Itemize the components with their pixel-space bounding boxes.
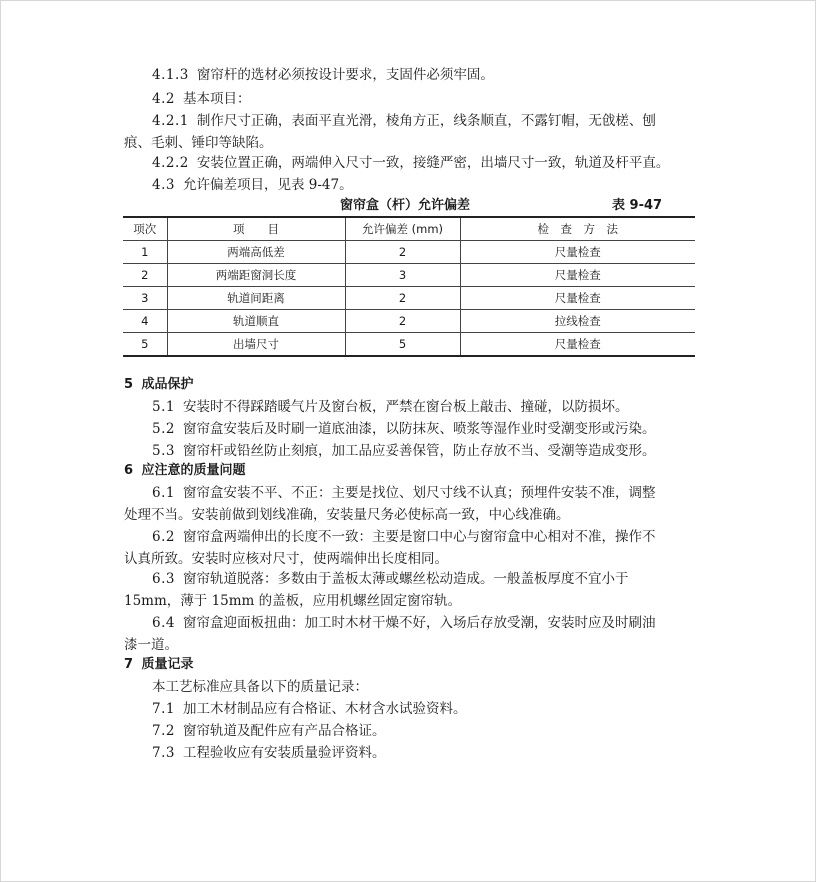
clause-number: 6.1 [152, 485, 175, 501]
clause-number: 4.1.3 [152, 67, 189, 83]
col-header-item: 项 目 [167, 217, 345, 241]
col-header-tolerance: 允许偏差 (mm) [345, 217, 460, 241]
clause-text: 处理不当。安装前做到划线准确，安装量尺务必使标高一致，中心线准确。 [124, 507, 570, 523]
cell-method: 尺量检查 [460, 333, 695, 357]
clause-text: 基本项目： [182, 91, 251, 107]
section-heading-6 [124, 460, 694, 482]
cell-item: 两端高低差 [167, 241, 345, 264]
clause-number: 6.3 [152, 571, 175, 587]
cell-tolerance: 2 [345, 310, 460, 333]
col-header-method: 检 查 方 法 [460, 217, 695, 241]
clause-number: 7.1 [152, 701, 175, 717]
clause-4-2-2 [152, 152, 722, 174]
clause-7-intro [152, 676, 722, 698]
clause-number: 6.4 [152, 615, 175, 631]
section-number: 6 [124, 463, 134, 478]
clause-5-3 [152, 440, 722, 462]
section-number: 7 [124, 657, 134, 672]
clause-text: 安装时不得踩踏暖气片及窗台板，严禁在窗台板上敲击、撞碰，以防损坏。 [182, 399, 629, 415]
cell-method: 拉线检查 [460, 310, 695, 333]
clause-text: 痕、毛刺、锤印等缺陷。 [124, 135, 273, 151]
clause-text: 加工木材制品应有合格证、木材含水试验资料。 [182, 701, 467, 717]
cell-item: 出墙尺寸 [167, 333, 345, 357]
clause-text: 窗帘杆的选材必须按设计要求，支固件必须牢固。 [196, 67, 494, 83]
table-title: 窗帘盒（杆）允许偏差 [340, 198, 471, 213]
clause-5-1 [152, 396, 722, 418]
clause-text: 认真所致。安装时应核对尺寸，使两端伸出长度相同。 [124, 551, 448, 567]
clause-6-1 [152, 482, 722, 504]
clause-6-4 [152, 612, 722, 634]
table-row [123, 310, 695, 333]
clause-6-3 [152, 568, 722, 590]
cell-tolerance: 5 [345, 333, 460, 357]
clause-text: 窗帘杆或铅丝防止刻痕，加工品应妥善保管，防止存放不当、受潮等造成变形。 [182, 443, 656, 459]
clause-text: 本工艺标准应具备以下的质量记录： [152, 679, 368, 695]
clause-text: 窗帘盒两端伸出的长度不一致：主要是窗口中心与窗帘盒中心相对不准，操作不 [182, 529, 656, 545]
cell-index: 2 [123, 264, 167, 287]
clause-text: 窗帘轨道脱落：多数由于盖板太薄或螺丝松动造成。一般盖板厚度不宜小于 [182, 571, 629, 587]
cell-tolerance: 2 [345, 287, 460, 310]
clause-6-2 [152, 526, 722, 548]
clause-number: 7.2 [152, 723, 175, 739]
clause-number: 5.2 [152, 421, 175, 437]
table-row [123, 264, 695, 287]
clause-number: 6.2 [152, 529, 175, 545]
clause-6-1-continued [124, 504, 694, 526]
clause-text: 15mm，薄于 15mm 的盖板，应用机螺丝固定窗帘轨。 [124, 593, 462, 609]
col-header-index: 项次 [123, 217, 167, 241]
clause-text: 漆一道。 [124, 637, 178, 653]
table-header-row [123, 217, 695, 241]
section-heading-5 [124, 374, 694, 396]
cell-tolerance: 3 [345, 264, 460, 287]
cell-item: 轨道顺直 [167, 310, 345, 333]
cell-method: 尺量检查 [460, 264, 695, 287]
clause-number: 4.2.1 [152, 113, 189, 129]
clause-6-2-continued [124, 548, 694, 570]
cell-method: 尺量检查 [460, 287, 695, 310]
clause-7-1 [152, 698, 722, 720]
clause-number: 4.2.2 [152, 155, 189, 171]
section-heading-7 [124, 654, 694, 676]
cell-index: 1 [123, 241, 167, 264]
tolerance-table [123, 216, 695, 357]
clause-4-2 [152, 88, 722, 110]
clause-text: 窗帘盒安装不平、不正：主要是找位、划尺寸线不认真；预埋件安装不准，调整 [182, 485, 656, 501]
clause-text: 窗帘轨道及配件应有产品合格证。 [182, 723, 386, 739]
table-row [123, 333, 695, 357]
clause-number: 7.3 [152, 745, 175, 761]
clause-4-2-1 [152, 110, 722, 132]
cell-item: 轨道间距离 [167, 287, 345, 310]
table-number: 表 9-47 [612, 198, 663, 213]
clause-5-2 [152, 418, 722, 440]
section-title: 应注意的质量问题 [141, 463, 246, 478]
cell-index: 5 [123, 333, 167, 357]
clause-text: 窗帘盒迎面板扭曲：加工时木材干燥不好，入场后存放受潮，安装时应及时刷油 [182, 615, 656, 631]
clause-7-2 [152, 720, 722, 742]
clause-text: 安装位置正确，两端伸入尺寸一致，接缝严密，出墙尺寸一致，轨道及杆平直。 [196, 155, 670, 171]
clause-text: 窗帘盒安装后及时刷一道底油漆，以防抹灰、喷浆等湿作业时受潮变形或污染。 [182, 421, 656, 437]
clause-text: 制作尺寸正确，表面平直光滑，棱角方正，线条顺直，不露钉帽，无戗槎、刨 [196, 113, 656, 129]
clause-number: 5.3 [152, 443, 175, 459]
clause-4-1-3 [152, 64, 722, 86]
clause-text: 工程验收应有安装质量验评资料。 [182, 745, 386, 761]
table-row [123, 241, 695, 264]
cell-method: 尺量检查 [460, 241, 695, 264]
clause-7-3 [152, 742, 722, 764]
clause-number: 4.3 [152, 177, 175, 193]
clause-6-3-continued [124, 590, 694, 612]
cell-index: 3 [123, 287, 167, 310]
section-title: 质量记录 [141, 657, 194, 672]
section-title: 成品保护 [141, 377, 194, 392]
clause-4-2-1-continued [124, 132, 694, 154]
clause-number: 5.1 [152, 399, 175, 415]
cell-tolerance: 2 [345, 241, 460, 264]
clause-text: 允许偏差项目，见表 9-47。 [182, 177, 353, 193]
section-number: 5 [124, 377, 134, 392]
table-row [123, 287, 695, 310]
cell-index: 4 [123, 310, 167, 333]
clause-number: 4.2 [152, 91, 175, 107]
cell-item: 两端距窗洞长度 [167, 264, 345, 287]
clause-6-4-continued [124, 634, 694, 656]
clause-4-3 [152, 174, 722, 196]
